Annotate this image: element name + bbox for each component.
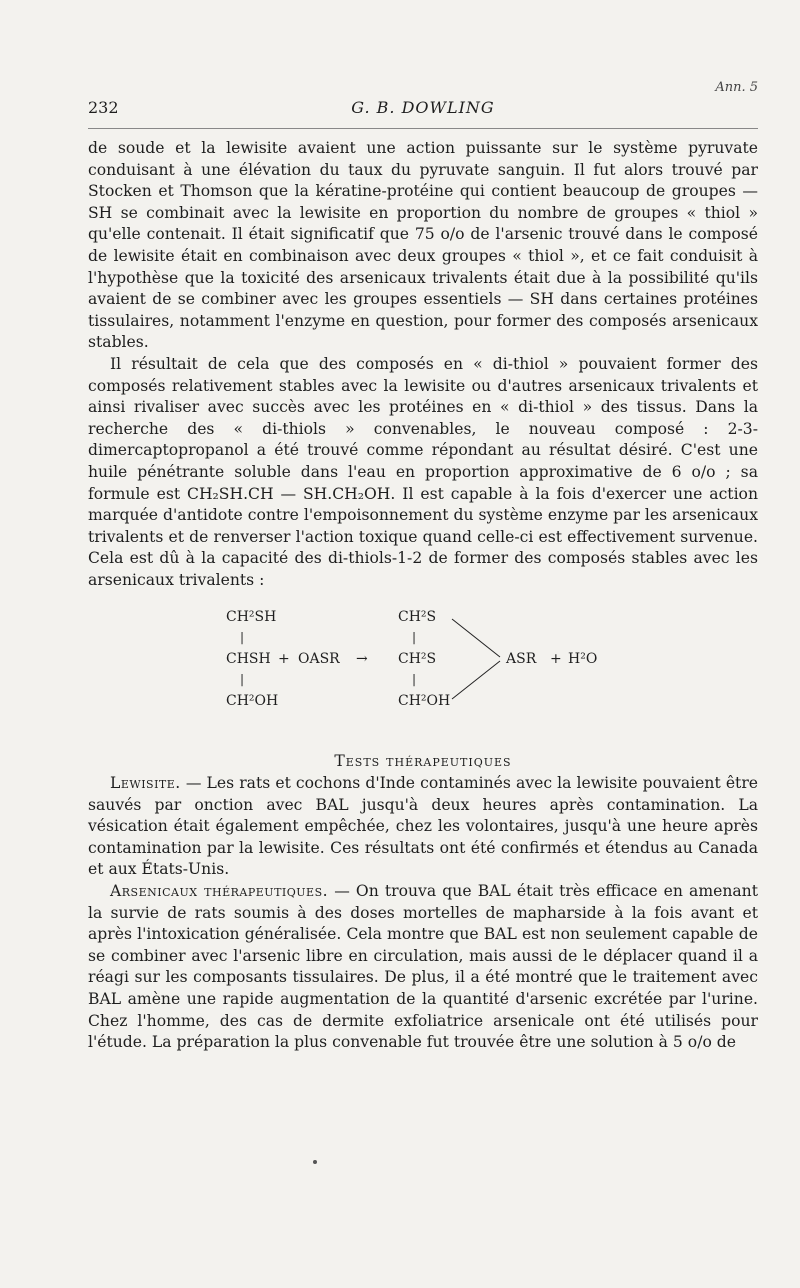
journal-annotation: Ann. 5 [715,80,758,95]
arsenic-bond-lines [450,613,510,707]
section-text-arsenicaux: — On trouva que BAL était très efficace en amenant la survie de rats soumis à des doses mortelles de mapharside à la fois avant et après l'intoxication généralisée. Cela montre que BAL est non seulement capable de se combiner avec l'arsenic libre en circulation, mais aussi de le déplacer quand il a réagi sur les composants tissulaires. De plus, il a été montré que le traitement avec BAL amène une rapide augmentation de la quantité d'arsenic excrétée par l'urine. Chez l'homme, des cas de dermite exfoliatrice arsenicale ont été utilisés pour l'étude. La préparation la plus convenable fut trouvée être une solution à 5 o/o de [88,882,758,1052]
formula-asr: ASR [506,651,537,668]
reaction-arrow: → [356,651,368,668]
formula-left-top: CH²SH [226,609,277,626]
page-header [88,98,758,120]
section-heading: Tests thérapeutiques [334,752,512,771]
formula-reagent: OASR [298,651,340,668]
formula-right-bot: CH²OH [398,693,451,710]
section-arsenicaux [88,881,758,1054]
section-title-arsenicaux: Arsenicaux thérapeutiques. [110,882,329,901]
bond-mark: | [412,630,417,645]
section-text-lewisite: — Les rats et cochons d'Inde contaminés avec la lewisite pouvaient être sauvés par onction avec BAL jusqu'à deux heures après contamination. La vésication était également empêchée, chez les volontaires, jusqu'à une heure après contamination par la lewisite. Ces résultats ont été confirmés et étendus au Canada et aux États-Unis. [88,774,758,879]
bond-mark: | [412,672,417,687]
plus-sign: + [278,651,290,668]
page-number: 232 [88,98,119,117]
article-body [88,138,758,1054]
formula-left-bot: CH²OH [226,693,279,710]
chemical-equation [88,605,758,723]
header-rule [88,128,758,129]
bond-mark: | [240,630,245,645]
paragraph-2: Il résultait de cela que des composés en « di-thiol » pouvaient former des composés relativement stables avec la lewisite ou d'autres arsenicaux trivalents et ainsi rivaliser avec succès avec les protéines en « di-thiol » des tissus. Dans la recherche des « di-thiols » convenables, le nouveau composé : 2-3-dimercaptopropanol a été trouvé comme répondant au résultat désiré. C'est une huile pénétrante soluble dans l'eau en proportion approximative de 6 o/o ; sa formule est CH₂SH.CH — SH.CH₂OH. Il est capable à la fois d'exercer une action marquée d'antidote contre l'empoisonnement du système enzyme par les arsenicaux trivalents et de renverser l'action toxique quand celle-ci est effectivement survenue. Cela est dû à la capacité des di-thiols-1-2 de former des composés stables avec les arsenicaux trivalents : [88,354,758,589]
formula-right-mid: CH²S [398,651,437,668]
formula-right-top: CH²S [398,609,437,626]
formula-left-mid: CHSH [226,651,271,668]
paragraph-1: de soude et la lewisite avaient une action puissante sur le système pyruvate conduisant à une élévation du taux du pyruvate sanguin. Il fut alors trouvé par Stocken et Thomson que la kératine-protéine qui contient beaucoup de groupes — SH se combinait avec la lewisite en proportion du nombre de groupes « thiol » qu'elle contenait. Il était significatif que 75 o/o de l'arsenic trouvé dans le composé de lewisite était en combinaison avec deux groupes « thiol », et ce fait conduisit à l'hypothèse que la toxicité des arsenicaux trivalents était due à la possibilité qu'ils avaient de se combiner avec les groupes essentiels — SH dans certaines protéines tissulaires, notamment l'enzyme en question, pour former des composés arsenicaux stables. [88,139,758,352]
page-dot [313,1160,317,1164]
running-title: G. B. DOWLING [351,98,495,117]
plus-sign: + [550,651,562,668]
section-lewisite [88,773,758,881]
formula-water: H²O [568,651,598,668]
bond-mark: | [240,672,245,687]
section-title-lewisite: Lewisite. [110,774,181,793]
